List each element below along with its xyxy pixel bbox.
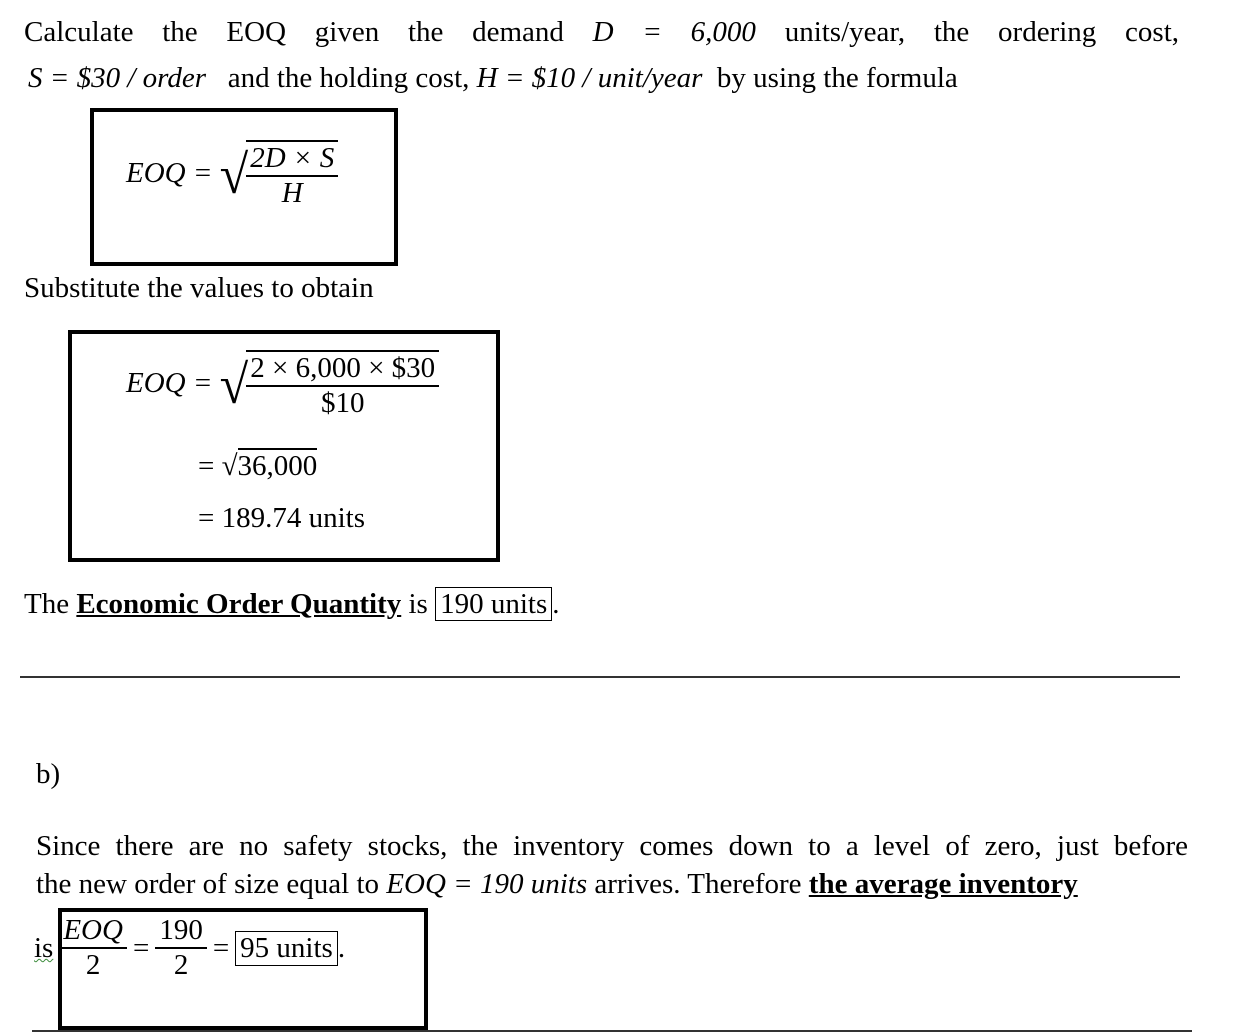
average-inventory-value: 95 units [235,931,338,966]
eoq-formula [126,140,338,211]
sqrt-symbol: √ [221,450,238,482]
substitute-text: Substitute the values to obtain [24,272,374,304]
formula-lhs: EOQ = [126,157,213,189]
value-half-numerator: 190 [155,914,207,949]
is-text: is [34,931,54,964]
answer-a-prefix: The [24,588,70,620]
calc-fraction [246,350,439,421]
calc-step-2-eq: = [198,450,215,482]
calc-lhs: EOQ = [126,367,213,399]
calc-step-3: = 189.74 units [198,502,366,534]
sqrt-symbol: √ [219,355,249,416]
value-half-denominator: 2 [173,949,189,982]
sqrt-symbol: √ [219,145,249,206]
calc-numerator: 2 × 6,000 × $30 [246,350,439,387]
demand-units-text: units/year, the ordering cost, [784,16,1180,48]
part-b-line-2-prefix: the new order of size equal to [36,868,380,900]
calc-step-1 [126,350,439,421]
problem-line-2 [28,62,958,95]
value-half-fraction [155,914,207,983]
formula-denominator: H [281,177,303,210]
section-divider [20,676,1180,678]
part-b-label: b) [36,758,61,790]
answer-a-is: is [408,588,428,620]
equals-sign-1: = [132,931,150,964]
average-inventory-term: the average inventory [808,868,1078,900]
calc-step-2 [198,450,317,483]
average-inventory-period: . [337,931,346,964]
answer-a [24,588,559,621]
ordering-cost-expression: S = $30 / order [28,62,206,94]
holding-cost-text: and the holding cost, [227,62,470,94]
demand-expression: D = 6,000 [592,16,756,48]
part-b-line-2 [36,868,1078,901]
eoq-half-denominator: 2 [85,949,101,982]
bottom-divider [32,1030,1192,1032]
holding-cost-expression: H = $10 / unit/year [476,62,703,94]
calc-step-2-radicand: 36,000 [237,450,318,482]
formula-numerator: 2D × S [246,140,338,177]
calc-denominator: $10 [320,387,365,420]
by-formula-text: by using the formula [716,62,958,94]
eoq-half-numerator: EOQ [59,914,127,949]
problem-line-1 [24,16,1179,49]
average-inventory-calc [34,914,345,983]
equals-sign-2: = [212,931,230,964]
answer-a-value: 190 units [435,587,552,621]
eoq-half-fraction [59,914,127,983]
calculate-text: Calculate the EOQ given the demand [24,16,564,48]
answer-a-term: Economic Order Quantity [76,588,402,620]
eoq-value-expression: EOQ = 190 units [386,868,588,900]
formula-fraction [246,140,338,211]
answer-a-period: . [552,588,560,620]
part-b-line-2-mid: arrives. Therefore [594,868,802,900]
part-b-line-1: Since there are no safety stocks, the inventory comes down to a level of zero, just before [36,830,1188,862]
